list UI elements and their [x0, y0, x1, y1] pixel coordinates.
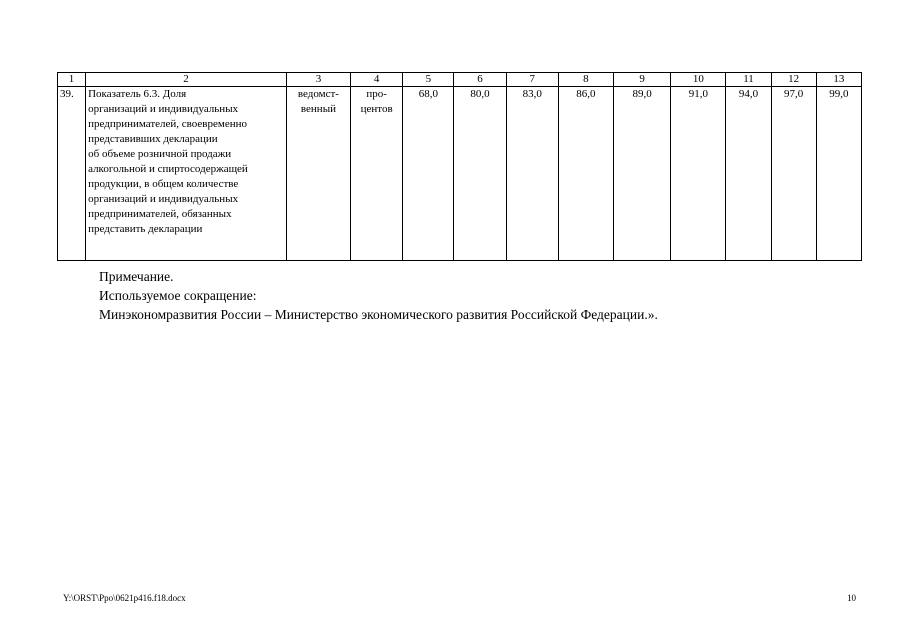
col-header: 1 — [58, 73, 86, 87]
value-cell: 83,0 — [506, 87, 558, 261]
col-header: 6 — [454, 73, 506, 87]
note-abbreviation-label: Используемое сокращение: — [99, 288, 257, 303]
unit — [351, 87, 403, 261]
description-line: алкогольной и спиртосодержащей — [88, 163, 248, 175]
description-line: предпринимателей, обязанных — [88, 208, 232, 220]
col-header: 12 — [771, 73, 816, 87]
value-cell: 89,0 — [614, 87, 671, 261]
page-number: 10 — [847, 593, 856, 603]
header-row — [58, 73, 862, 87]
data-source — [286, 87, 350, 261]
description-line: продукции, в общем количестве — [88, 178, 239, 190]
footer-file-path: Y:\ORST\Ppo\0621p416.f18.docx — [63, 593, 186, 603]
value-cell: 99,0 — [816, 87, 861, 261]
table-row — [58, 87, 862, 261]
unit-line: центов — [360, 103, 393, 115]
description-line: представивших декларации — [88, 133, 218, 145]
col-header: 9 — [614, 73, 671, 87]
description-line: представить декларации — [88, 223, 203, 235]
col-header: 8 — [558, 73, 613, 87]
value-cell: 91,0 — [671, 87, 726, 261]
indicator-description — [86, 87, 287, 261]
description-line: организаций и индивидуальных — [88, 103, 239, 115]
col-header: 11 — [726, 73, 771, 87]
col-header: 2 — [86, 73, 287, 87]
description-line: об объеме розничной продажи — [88, 148, 232, 160]
note-abbreviation-text: Минэкономразвития России – Министерство экономического развития Российской Федерации.». — [99, 307, 658, 322]
description-line: организаций и индивидуальных — [88, 193, 239, 205]
col-header: 13 — [816, 73, 861, 87]
value-cell: 68,0 — [403, 87, 454, 261]
description-line: предпринимателей, своевременно — [88, 118, 248, 130]
unit-line: про- — [366, 88, 387, 100]
value-cell: 80,0 — [454, 87, 506, 261]
value-cell: 97,0 — [771, 87, 816, 261]
col-header: 3 — [286, 73, 350, 87]
source-line: венный — [300, 103, 336, 115]
col-header: 10 — [671, 73, 726, 87]
col-header: 5 — [403, 73, 454, 87]
row-number: 39. — [58, 87, 86, 261]
indicator-table — [57, 72, 862, 261]
description-line: Показатель 6.3. Доля — [88, 88, 187, 100]
col-header: 7 — [506, 73, 558, 87]
value-cell: 94,0 — [726, 87, 771, 261]
value-cell: 86,0 — [558, 87, 613, 261]
note-title: Примечание. — [99, 269, 174, 284]
source-line: ведомст- — [297, 88, 339, 100]
col-header: 4 — [351, 73, 403, 87]
